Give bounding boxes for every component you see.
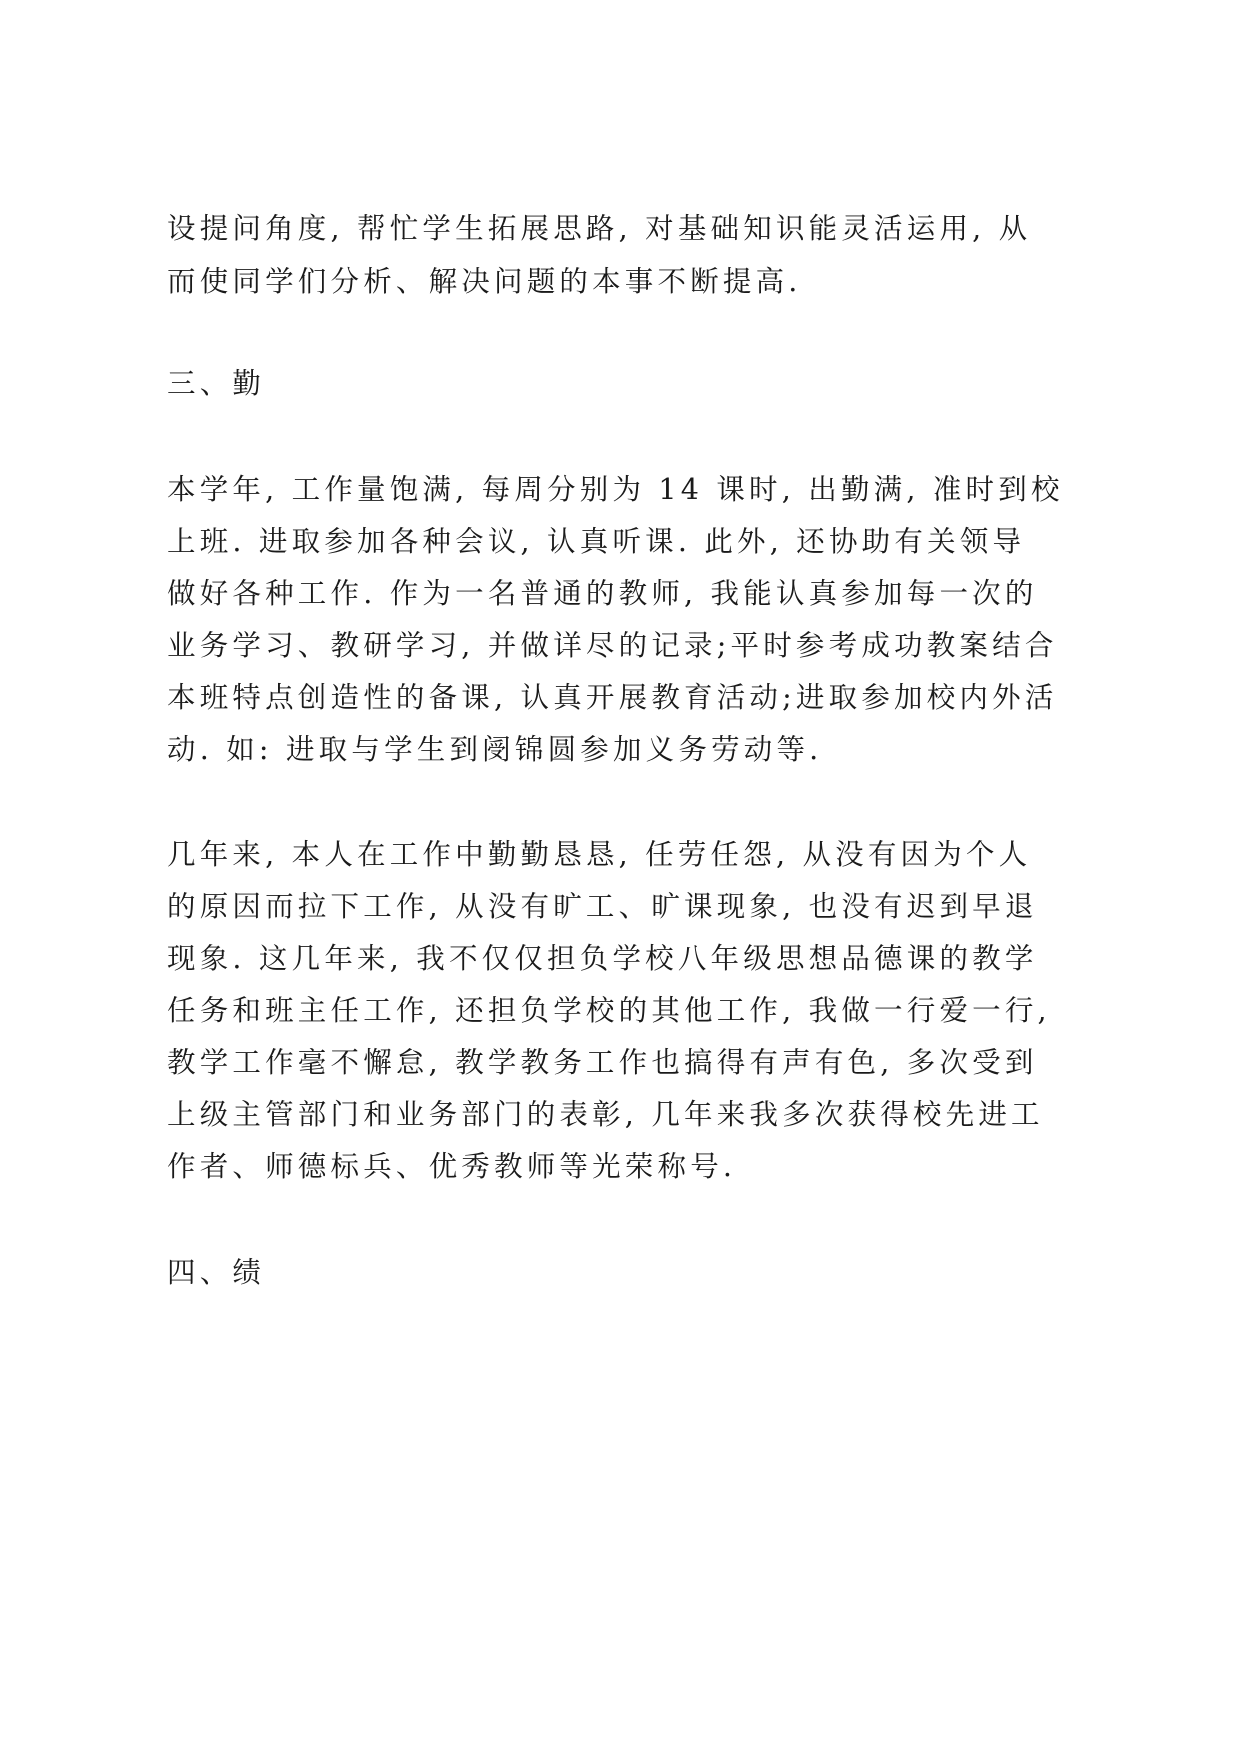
section-heading: 三、勤 [167, 367, 266, 400]
paragraph-line: 设提问角度, 帮忙学生拓展思路, 对基础知识能灵活运用, 从 [167, 212, 1032, 245]
paragraph-line: 上级主管部门和业务部门的表彰, 几年来我多次获得校先进工 [167, 1098, 1044, 1131]
paragraph-line: 动. 如: 进取与学生到阌锦圆参加义务劳动等. [167, 733, 823, 766]
section-heading: 四、绩 [167, 1256, 266, 1289]
paragraph-line: 业务学习、教研学习, 并做详尽的记录;平时参考成功教案结合 [167, 629, 1058, 662]
paragraph-line: 本学年, 工作量饱满, 每周分别为 14 课时, 出勤满, 准时到校 [167, 473, 1064, 506]
paragraph-line: 本班特点创造性的备课, 认真开展教育活动;进取参加校内外活 [167, 681, 1058, 714]
paragraph-line: 任务和班主任工作, 还担负学校的其他工作, 我做一行爱一行, [167, 994, 1051, 1027]
paragraph-line: 教学工作毫不懈怠, 教学教务工作也搞得有声有色, 多次受到 [167, 1046, 1038, 1079]
paragraph-line: 而使同学们分析、解决问题的本事不断提高. [167, 265, 802, 298]
paragraph-line: 现象. 这几年来, 我不仅仅担负学校八年级思想品德课的教学 [167, 942, 1038, 975]
paragraph-line: 作者、师德标兵、优秀教师等光荣称号. [167, 1150, 737, 1183]
paragraph-line: 做好各种工作. 作为一名普通的教师, 我能认真参加每一次的 [167, 577, 1038, 610]
paragraph-line: 几年来, 本人在工作中勤勤恳恳, 任劳任怨, 从没有因为个人 [167, 838, 1032, 871]
paragraph-line: 的原因而拉下工作, 从没有旷工、旷课现象, 也没有迟到早退 [167, 890, 1038, 923]
paragraph-line: 上班. 进取参加各种会议, 认真听课. 此外, 还协助有关领导 [167, 525, 1026, 558]
